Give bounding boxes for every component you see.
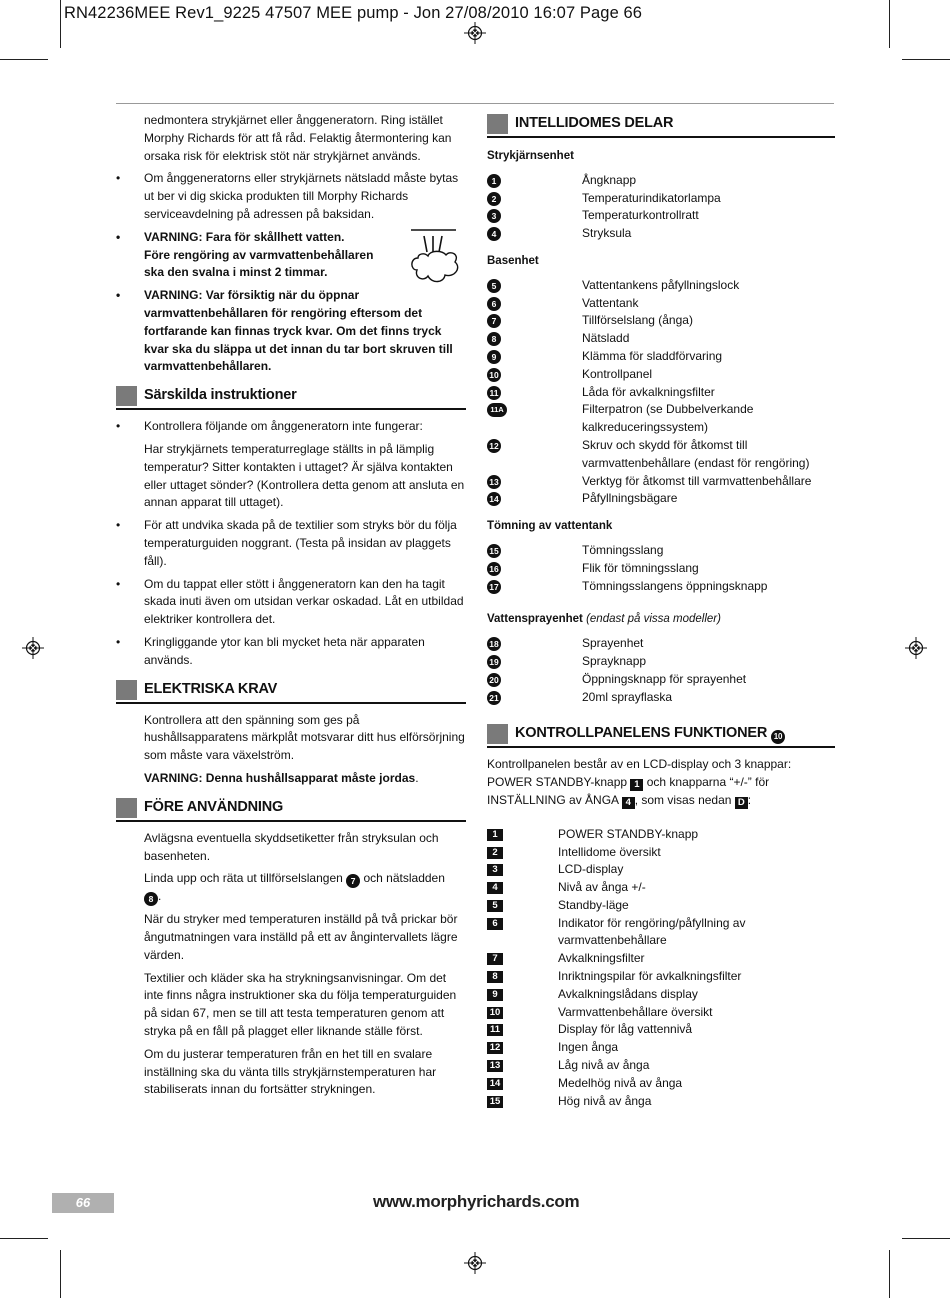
list-item <box>487 1039 835 1057</box>
intro-paragraph: nedmontera strykjärnet eller ånggeneratorn. Ring istället Morphy Richards för att få råd. Felaktig återmontering kan orsaka risk för elektrisk stöt när strykjärnet används. <box>144 113 452 163</box>
registration-mark-icon <box>464 1252 486 1274</box>
section-header <box>487 114 835 138</box>
list-item <box>487 1057 835 1075</box>
top-rule <box>116 103 834 104</box>
crop-mark <box>0 1238 48 1239</box>
item-label: Hög nivå av ånga <box>558 1093 652 1108</box>
callout-number: 14 <box>487 492 501 506</box>
section-marker <box>116 680 137 700</box>
list-item <box>487 861 835 879</box>
paragraph: Avlägsna eventuella skyddsetiketter från stryksulan och basenheten. <box>144 830 439 863</box>
bullet-continuation: Har strykjärnets temperaturreglage ställts in på lämplig temperatur? Sitter kontakten i uttaget? Är själva kontakten eller uttaget sönder? (Kontrollera detta genom att ansluta en annan apparat till uttaget). <box>144 441 465 510</box>
list-item <box>487 635 835 653</box>
bullet-text: Om du tappat eller stött i ånggeneratorn kan den ha tagit skada inuti även om utsidan verkar oskadad. Låt en utbildad elektriker kontrollera det. <box>144 576 464 627</box>
item-label: Nätsladd <box>582 331 630 346</box>
callout-number: 19 <box>487 655 501 669</box>
parts-list-iron <box>487 172 835 243</box>
right-column <box>487 112 835 1110</box>
item-label: Verktyg för åtkomst till varmvattenbehållare <box>582 473 812 488</box>
page-number: 66 <box>52 1193 114 1213</box>
paragraph: Om du justerar temperaturen från en het till en svalare inställning ska du vänta tills strykjärnstemperaturen har stabiliserats innan du fortsätter strykningen. <box>144 1046 437 1097</box>
item-label: Varmvattenbehållare översikt <box>558 1004 713 1019</box>
text: och nätsladden <box>363 871 445 886</box>
crop-mark <box>902 59 950 60</box>
item-label: Display för låg vattennivå <box>558 1022 693 1037</box>
crop-mark <box>889 1250 890 1298</box>
bullet-text: Kringliggande ytor kan bli mycket heta när apparaten används. <box>144 634 425 667</box>
text: . <box>158 889 162 904</box>
list-item <box>487 295 835 313</box>
item-label: Avkalkningsfilter <box>558 951 645 966</box>
item-label: Sprayenhet <box>582 636 644 651</box>
bullet-icon: • <box>116 634 121 649</box>
warning-earth <box>116 770 466 788</box>
list-item <box>487 190 835 208</box>
item-label: Nivå av ånga +/- <box>558 880 646 895</box>
item-label: Låg nivå av ånga <box>558 1058 650 1073</box>
item-label: Flik för tömningsslang <box>582 560 699 575</box>
list-item <box>487 879 835 897</box>
crop-mark <box>902 1238 950 1239</box>
item-label: Vattentank <box>582 295 639 310</box>
list-item <box>487 384 835 402</box>
section-header <box>116 798 466 822</box>
section-title: FÖRE ANVÄNDNING <box>144 798 284 815</box>
item-label: Vattentankens påfyllningslock <box>582 277 740 292</box>
callout-number: 21 <box>487 691 501 705</box>
list-item <box>487 560 835 578</box>
callout-number: 15 <box>487 1096 503 1108</box>
warning-pressure <box>116 287 466 376</box>
item-label: Tillförselslang (ånga) <box>582 313 693 328</box>
callout-number: 1 <box>630 779 643 791</box>
section-header <box>116 386 466 410</box>
warning-hot-water <box>116 229 466 282</box>
list-item <box>487 986 835 1004</box>
list-item <box>116 576 466 629</box>
bullet-text: Om ånggeneratorns eller strykjärnets nätsladd måste bytas ut ber vi dig skicka produkten till Morphy Richards serviceavdelning på adressen på baksidan. <box>144 171 459 221</box>
crop-mark <box>60 0 61 48</box>
callout-number: 10 <box>771 730 785 744</box>
item-label: Stryksula <box>582 226 632 241</box>
warning-line-1: VARNING: Fara för skållhett vatten. <box>144 229 345 244</box>
callout-letter: D <box>735 797 748 809</box>
item-label: Medelhög nivå av ånga <box>558 1075 683 1090</box>
group-title: Tömning av vattentank <box>487 520 613 533</box>
text: Linda upp och räta ut tillförselslangen <box>144 871 343 886</box>
list-item <box>487 225 835 243</box>
callout-number: 16 <box>487 562 501 576</box>
callout-number: 8 <box>144 892 158 906</box>
item-label: Standby-läge <box>558 897 629 912</box>
list-item <box>116 170 466 223</box>
list-item <box>487 312 835 330</box>
callout-number: 11 <box>487 386 501 400</box>
list-item <box>487 542 835 560</box>
bullet-icon: • <box>116 419 121 434</box>
list-item <box>487 671 835 689</box>
item-label: Avkalkningslådans display <box>558 986 698 1001</box>
section-marker <box>487 114 508 134</box>
list-item <box>487 277 835 295</box>
registration-mark-icon <box>464 22 486 44</box>
text: Kontrollpanelen består av en LCD-display och 3 knappar: POWER STANDBY-knapp <box>487 757 792 790</box>
list-item <box>487 172 835 190</box>
item-label: Skruv och skydd för åtkomst till varmvattenbehållare (endast för rengöring) <box>582 437 810 470</box>
group-title: Basenhet <box>487 254 539 267</box>
text: : <box>747 792 752 807</box>
callout-number: 10 <box>487 1007 503 1019</box>
paragraph: När du stryker med temperaturen inställd på två prickar bör ångutmatningen vara inställd på ett av ångintervallets lägre värden. <box>144 912 458 962</box>
item-label: Sprayknapp <box>582 653 647 668</box>
callout-number: 13 <box>487 1060 503 1072</box>
callout-number: 6 <box>487 297 501 311</box>
list-item <box>487 401 835 437</box>
bullet-icon: • <box>116 288 121 303</box>
callout-number: 17 <box>487 580 501 594</box>
callout-number: 12 <box>487 1042 503 1054</box>
item-label: Inriktningspilar för avkalkningsfilter <box>558 969 742 984</box>
text: och knapparna “+/-” för INSTÄLLNING av ÅNGA <box>487 775 770 807</box>
list-item <box>487 578 835 596</box>
group-title <box>487 611 835 629</box>
callout-number: 2 <box>487 847 503 859</box>
section-title <box>515 725 785 744</box>
callout-number: 5 <box>487 279 501 293</box>
list-item <box>116 418 466 436</box>
section-title-text: KONTROLLPANELENS FUNKTIONER <box>515 725 768 742</box>
item-label: Kontrollpanel <box>582 366 653 381</box>
callout-number: 1 <box>487 829 503 841</box>
item-label: Ingen ånga <box>558 1040 619 1055</box>
section-header <box>487 724 835 748</box>
bullet-icon: • <box>116 576 121 591</box>
warning-text: VARNING: Denna hushållsapparat måste jordas <box>144 770 416 785</box>
paragraph <box>116 870 466 906</box>
callout-number: 7 <box>346 874 360 888</box>
callout-number: 11A <box>487 403 507 417</box>
item-label: Temperaturkontrollratt <box>582 208 699 223</box>
list-item <box>487 844 835 862</box>
section-marker <box>487 724 508 744</box>
print-slug: RN42236MEE Rev1_9225 47507 MEE pump - Jon 27/08/2010 16:07 Page 66 <box>64 4 643 22</box>
text: , som visas nedan <box>634 792 732 807</box>
list-item <box>487 1075 835 1093</box>
item-label: Ångknapp <box>582 172 637 187</box>
list-item <box>487 826 835 844</box>
warning-line-2: Före rengöring av varmvattenbehållaren ska den svalna i minst 2 timmar. <box>144 247 374 280</box>
callout-number: 2 <box>487 192 501 206</box>
section-header <box>116 680 466 704</box>
registration-mark-icon <box>905 637 927 659</box>
list-item <box>487 330 835 348</box>
item-label: POWER STANDBY-knapp <box>558 826 699 841</box>
callout-number: 20 <box>487 673 501 687</box>
item-label: Indikator för rengöring/påfyllning av varmvattenbehållare <box>558 915 746 948</box>
callout-number: 18 <box>487 637 501 651</box>
item-label: Tömningsslangens öppningsknapp <box>582 578 768 593</box>
section-marker <box>116 386 137 406</box>
callout-number: 4 <box>487 227 501 241</box>
parts-list-spray <box>487 635 835 706</box>
registration-mark-icon <box>22 637 44 659</box>
list-item <box>487 366 835 384</box>
section-title: INTELLIDOMES DELAR <box>515 115 674 131</box>
list-item <box>487 689 835 707</box>
list-item <box>487 437 835 473</box>
parts-list-drain <box>487 542 835 595</box>
callout-number: 10 <box>487 368 501 382</box>
bullet-text: För att undvika skada på de textilier som stryks bör du följa temperaturguiden noggrant. (Testa på insidan av plaggets fåll). <box>144 518 457 568</box>
callout-number: 9 <box>487 989 503 1001</box>
list-item <box>487 207 835 225</box>
list-item <box>116 634 466 670</box>
item-label: Låda för avkalkningsfilter <box>582 384 715 399</box>
callout-number: 8 <box>487 971 503 983</box>
callout-number: 4 <box>487 882 503 894</box>
crop-mark <box>889 0 890 48</box>
section-title: Särskilda instruktioner <box>144 387 297 404</box>
callout-number: 7 <box>487 953 503 965</box>
callout-number: 15 <box>487 544 501 558</box>
group-title: Strykjärnsenhet <box>487 150 574 162</box>
bullet-icon: • <box>116 229 121 244</box>
list-item <box>487 490 835 508</box>
item-label: Temperaturindikatorlampa <box>582 190 721 205</box>
list-item <box>487 1004 835 1022</box>
list-item <box>487 968 835 986</box>
section-marker <box>116 798 137 818</box>
list-item <box>487 915 835 951</box>
crop-mark <box>60 1250 61 1298</box>
paragraph <box>487 756 835 809</box>
item-label: Intellidome översikt <box>558 844 661 859</box>
callout-number: 4 <box>622 797 635 809</box>
callout-number: 8 <box>487 332 501 346</box>
bullet-icon: • <box>116 518 121 533</box>
group-title-text: Vattensprayenhet <box>487 613 583 626</box>
callout-number: 7 <box>487 314 501 328</box>
website-url: www.morphyrichards.com <box>373 1192 580 1211</box>
bullet-icon: • <box>116 171 121 186</box>
list-item <box>487 348 835 366</box>
list-item <box>487 473 835 491</box>
left-column <box>116 112 466 1104</box>
callout-number: 12 <box>487 439 501 453</box>
callout-number: 6 <box>487 918 503 930</box>
punctuation: . <box>415 770 419 785</box>
paragraph: Textilier och kläder ska ha strykningsanvisningar. Om det inte finns några instruktioner ska du följa temperaturguiden på sidan 67, men se till att testa temperaturen genom att stryka på en fåll på plagget eller liknande ställe först. <box>144 970 457 1039</box>
item-label: Klämma för sladdförvaring <box>582 348 723 363</box>
callout-number: 3 <box>487 209 501 223</box>
list-item <box>487 653 835 671</box>
list-item <box>487 950 835 968</box>
callout-number: 5 <box>487 900 503 912</box>
callout-number: 11 <box>487 1024 503 1036</box>
callout-number: 9 <box>487 350 501 364</box>
list-item <box>487 1093 835 1111</box>
list-item <box>487 1021 835 1039</box>
list-item <box>116 517 466 570</box>
item-label: Filterpatron (se Dubbelverkande kalkreduceringssystem) <box>582 402 754 435</box>
item-label: LCD-display <box>558 862 624 877</box>
control-panel-list <box>487 826 835 1111</box>
item-label: Påfyllningsbägare <box>582 491 678 506</box>
parts-list-base <box>487 277 835 508</box>
item-label: Tömningsslang <box>582 542 664 557</box>
item-label: Öppningsknapp för sprayenhet <box>582 671 747 686</box>
bullet-text: Kontrollera följande om ånggeneratorn inte fungerar: <box>144 419 423 434</box>
group-title-note: (endast på vissa modeller) <box>586 613 721 626</box>
warning-text: VARNING: Var försiktig när du öppnar varmvattenbehållaren för rengöring eftersom det fortfarande kan finnas tryck kvar. Om det finns tryck kvar ska du släppa ut det innan du tar bort skruven till varmvattenbehållaren. <box>144 288 453 374</box>
callout-number: 3 <box>487 864 503 876</box>
callout-number: 14 <box>487 1078 503 1090</box>
section-title: ELEKTRISKA KRAV <box>144 680 278 697</box>
paragraph: Kontrollera att den spänning som ges på hushållsapparatens märkplåt motsvarar ditt hus elförsörjning som måste vara växelström. <box>144 712 465 763</box>
item-label: 20ml sprayflaska <box>582 689 673 704</box>
crop-mark <box>0 59 48 60</box>
callout-number: 1 <box>487 174 501 188</box>
callout-number: 13 <box>487 475 501 489</box>
list-item <box>487 897 835 915</box>
